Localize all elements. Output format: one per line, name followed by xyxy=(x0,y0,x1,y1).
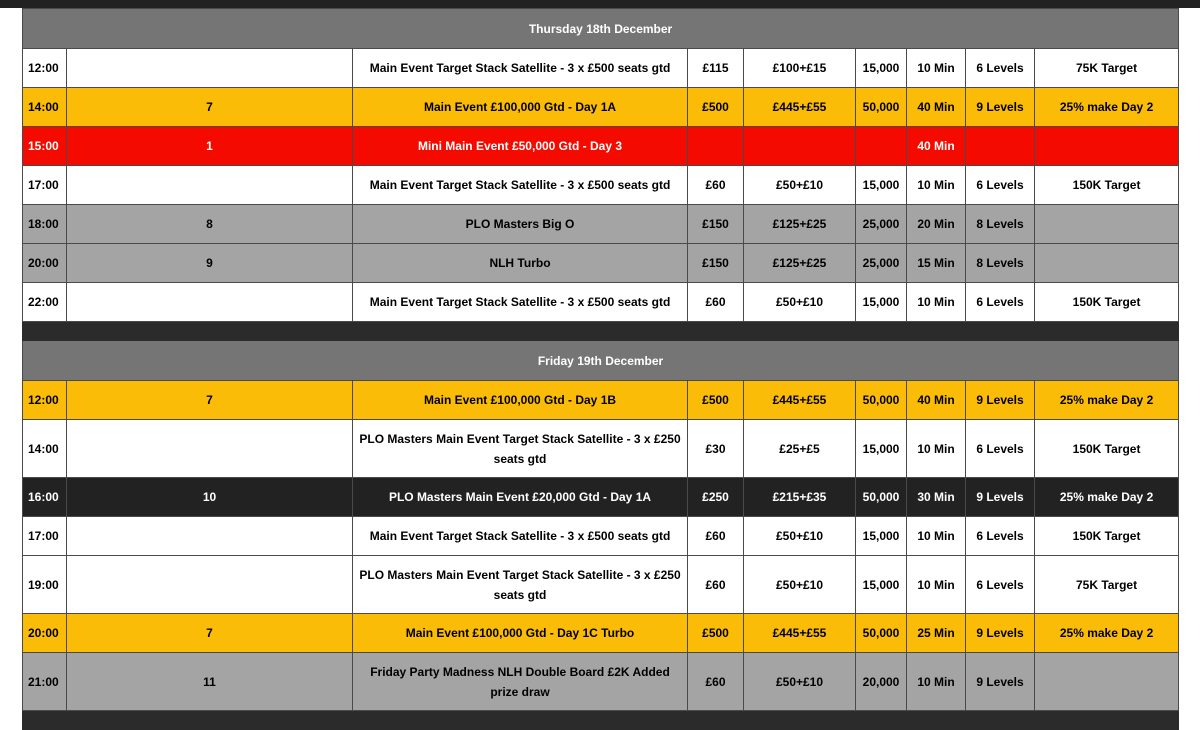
level-count-cell: 8 Levels xyxy=(966,244,1035,283)
time-cell: 20:00 xyxy=(23,244,67,283)
level-length-cell: 30 Min xyxy=(907,478,966,517)
separator-cell xyxy=(907,322,966,341)
event-row xyxy=(23,478,1179,517)
event-row xyxy=(23,166,1179,205)
event-row xyxy=(23,614,1179,653)
event-number-cell: 7 xyxy=(67,614,353,653)
event-number-cell: 11 xyxy=(67,653,353,711)
separator-cell xyxy=(353,711,688,730)
event-number-cell: 7 xyxy=(67,381,353,420)
event-name-cell: Main Event Target Stack Satellite - 3 x £500 seats gtd xyxy=(353,166,688,205)
note-cell: 25% make Day 2 xyxy=(1035,478,1179,517)
separator-cell xyxy=(966,711,1035,730)
starting-stack-cell: 25,000 xyxy=(856,205,907,244)
level-length-cell: 40 Min xyxy=(907,88,966,127)
separator-cell xyxy=(353,322,688,341)
level-length-cell: 10 Min xyxy=(907,517,966,556)
starting-stack-cell: 50,000 xyxy=(856,88,907,127)
note-cell xyxy=(1035,205,1179,244)
page-margin-right xyxy=(1178,8,1200,723)
event-row xyxy=(23,127,1179,166)
event-name-cell: PLO Masters Main Event Target Stack Satellite - 3 x £250 seats gtd xyxy=(353,556,688,614)
separator-cell xyxy=(67,322,353,341)
starting-stack-cell xyxy=(856,127,907,166)
event-number-cell xyxy=(67,49,353,88)
fee-split-cell: £215+£35 xyxy=(744,478,856,517)
time-cell: 14:00 xyxy=(23,420,67,478)
separator-cell xyxy=(856,711,907,730)
level-length-cell: 10 Min xyxy=(907,420,966,478)
event-name-cell: PLO Masters Main Event £20,000 Gtd - Day 1A xyxy=(353,478,688,517)
buy-in-cell: £500 xyxy=(688,88,744,127)
note-cell: 150K Target xyxy=(1035,283,1179,322)
event-row xyxy=(23,283,1179,322)
level-length-cell: 10 Min xyxy=(907,283,966,322)
time-cell: 15:00 xyxy=(23,127,67,166)
event-row xyxy=(23,88,1179,127)
buy-in-cell: £500 xyxy=(688,381,744,420)
separator-cell xyxy=(1035,711,1179,730)
starting-stack-cell: 15,000 xyxy=(856,283,907,322)
level-count-cell: 6 Levels xyxy=(966,556,1035,614)
event-row xyxy=(23,49,1179,88)
event-row xyxy=(23,381,1179,420)
event-name-cell: Main Event Target Stack Satellite - 3 x £500 seats gtd xyxy=(353,283,688,322)
event-number-cell: 1 xyxy=(67,127,353,166)
separator-cell xyxy=(744,711,856,730)
note-cell: 150K Target xyxy=(1035,166,1179,205)
event-row xyxy=(23,420,1179,478)
level-length-cell: 40 Min xyxy=(907,381,966,420)
day-header-row xyxy=(23,341,1179,381)
buy-in-cell: £115 xyxy=(688,49,744,88)
time-cell: 12:00 xyxy=(23,49,67,88)
starting-stack-cell: 15,000 xyxy=(856,49,907,88)
buy-in-cell: £60 xyxy=(688,166,744,205)
event-number-cell xyxy=(67,283,353,322)
separator-cell xyxy=(67,711,353,730)
buy-in-cell: £150 xyxy=(688,244,744,283)
buy-in-cell: £150 xyxy=(688,205,744,244)
note-cell: 150K Target xyxy=(1035,420,1179,478)
level-length-cell: 20 Min xyxy=(907,205,966,244)
event-number-cell: 9 xyxy=(67,244,353,283)
fee-split-cell: £100+£15 xyxy=(744,49,856,88)
event-name-cell: Main Event Target Stack Satellite - 3 x £500 seats gtd xyxy=(353,517,688,556)
note-cell: 25% make Day 2 xyxy=(1035,614,1179,653)
level-length-cell: 25 Min xyxy=(907,614,966,653)
separator-cell xyxy=(1035,322,1179,341)
level-count-cell: 9 Levels xyxy=(966,478,1035,517)
time-cell: 17:00 xyxy=(23,166,67,205)
schedule-body xyxy=(23,9,1179,730)
event-number-cell xyxy=(67,556,353,614)
starting-stack-cell: 50,000 xyxy=(856,614,907,653)
time-cell: 16:00 xyxy=(23,478,67,517)
level-length-cell: 10 Min xyxy=(907,166,966,205)
time-cell: 21:00 xyxy=(23,653,67,711)
fee-split-cell: £125+£25 xyxy=(744,244,856,283)
event-name-cell: Main Event £100,000 Gtd - Day 1B xyxy=(353,381,688,420)
level-count-cell: 6 Levels xyxy=(966,166,1035,205)
starting-stack-cell: 15,000 xyxy=(856,556,907,614)
buy-in-cell: £60 xyxy=(688,283,744,322)
buy-in-cell: £60 xyxy=(688,653,744,711)
event-number-cell xyxy=(67,517,353,556)
event-row xyxy=(23,517,1179,556)
time-cell: 20:00 xyxy=(23,614,67,653)
event-name-cell: Main Event £100,000 Gtd - Day 1C Turbo xyxy=(353,614,688,653)
note-cell: 75K Target xyxy=(1035,556,1179,614)
separator-cell xyxy=(856,322,907,341)
time-cell: 18:00 xyxy=(23,205,67,244)
note-cell: 25% make Day 2 xyxy=(1035,88,1179,127)
note-cell: 75K Target xyxy=(1035,49,1179,88)
buy-in-cell: £30 xyxy=(688,420,744,478)
time-cell: 12:00 xyxy=(23,381,67,420)
event-number-cell: 10 xyxy=(67,478,353,517)
event-name-cell: Main Event Target Stack Satellite - 3 x £500 seats gtd xyxy=(353,49,688,88)
separator-cell xyxy=(23,711,67,730)
day-header-row xyxy=(23,9,1179,49)
note-cell: 25% make Day 2 xyxy=(1035,381,1179,420)
event-number-cell: 7 xyxy=(67,88,353,127)
separator-cell xyxy=(744,322,856,341)
note-cell xyxy=(1035,653,1179,711)
fee-split-cell: £50+£10 xyxy=(744,166,856,205)
level-count-cell: 9 Levels xyxy=(966,614,1035,653)
fee-split-cell: £445+£55 xyxy=(744,381,856,420)
fee-split-cell: £445+£55 xyxy=(744,88,856,127)
fee-split-cell: £50+£10 xyxy=(744,556,856,614)
level-length-cell: 10 Min xyxy=(907,556,966,614)
fee-split-cell: £125+£25 xyxy=(744,205,856,244)
fee-split-cell: £50+£10 xyxy=(744,517,856,556)
level-count-cell: 6 Levels xyxy=(966,420,1035,478)
starting-stack-cell: 50,000 xyxy=(856,381,907,420)
level-count-cell: 9 Levels xyxy=(966,381,1035,420)
fee-split-cell: £445+£55 xyxy=(744,614,856,653)
fee-split-cell: £50+£10 xyxy=(744,283,856,322)
level-length-cell: 10 Min xyxy=(907,653,966,711)
time-cell: 17:00 xyxy=(23,517,67,556)
event-row xyxy=(23,556,1179,614)
day-header: Thursday 18th December xyxy=(23,9,1179,49)
note-cell xyxy=(1035,127,1179,166)
event-row xyxy=(23,244,1179,283)
event-row xyxy=(23,205,1179,244)
separator-cell xyxy=(907,711,966,730)
starting-stack-cell: 15,000 xyxy=(856,166,907,205)
level-length-cell: 10 Min xyxy=(907,49,966,88)
buy-in-cell: £60 xyxy=(688,556,744,614)
buy-in-cell: £60 xyxy=(688,517,744,556)
time-cell: 19:00 xyxy=(23,556,67,614)
separator-cell xyxy=(688,322,744,341)
note-cell: 150K Target xyxy=(1035,517,1179,556)
starting-stack-cell: 15,000 xyxy=(856,420,907,478)
level-length-cell: 40 Min xyxy=(907,127,966,166)
event-name-cell: PLO Masters Big O xyxy=(353,205,688,244)
starting-stack-cell: 15,000 xyxy=(856,517,907,556)
fee-split-cell: £50+£10 xyxy=(744,653,856,711)
day-separator-row xyxy=(23,711,1179,730)
event-number-cell: 8 xyxy=(67,205,353,244)
fee-split-cell: £25+£5 xyxy=(744,420,856,478)
level-count-cell: 9 Levels xyxy=(966,88,1035,127)
buy-in-cell: £250 xyxy=(688,478,744,517)
schedule-table xyxy=(22,8,1179,730)
separator-cell xyxy=(966,322,1035,341)
event-name-cell: Mini Main Event £50,000 Gtd - Day 3 xyxy=(353,127,688,166)
level-count-cell: 6 Levels xyxy=(966,517,1035,556)
time-cell: 14:00 xyxy=(23,88,67,127)
event-number-cell xyxy=(67,420,353,478)
level-count-cell: 9 Levels xyxy=(966,653,1035,711)
note-cell xyxy=(1035,244,1179,283)
event-row xyxy=(23,653,1179,711)
time-cell: 22:00 xyxy=(23,283,67,322)
event-name-cell: PLO Masters Main Event Target Stack Satellite - 3 x £250 seats gtd xyxy=(353,420,688,478)
buy-in-cell xyxy=(688,127,744,166)
event-number-cell xyxy=(67,166,353,205)
starting-stack-cell: 25,000 xyxy=(856,244,907,283)
starting-stack-cell: 20,000 xyxy=(856,653,907,711)
level-length-cell: 15 Min xyxy=(907,244,966,283)
level-count-cell: 8 Levels xyxy=(966,205,1035,244)
top-bar xyxy=(0,0,1200,8)
fee-split-cell xyxy=(744,127,856,166)
event-name-cell: Friday Party Madness NLH Double Board £2K Added prize draw xyxy=(353,653,688,711)
starting-stack-cell: 50,000 xyxy=(856,478,907,517)
page-margin-left xyxy=(0,8,22,723)
day-header: Friday 19th December xyxy=(23,341,1179,381)
level-count-cell xyxy=(966,127,1035,166)
event-name-cell: Main Event £100,000 Gtd - Day 1A xyxy=(353,88,688,127)
separator-cell xyxy=(23,322,67,341)
day-separator-row xyxy=(23,322,1179,341)
level-count-cell: 6 Levels xyxy=(966,283,1035,322)
event-name-cell: NLH Turbo xyxy=(353,244,688,283)
separator-cell xyxy=(688,711,744,730)
buy-in-cell: £500 xyxy=(688,614,744,653)
level-count-cell: 6 Levels xyxy=(966,49,1035,88)
